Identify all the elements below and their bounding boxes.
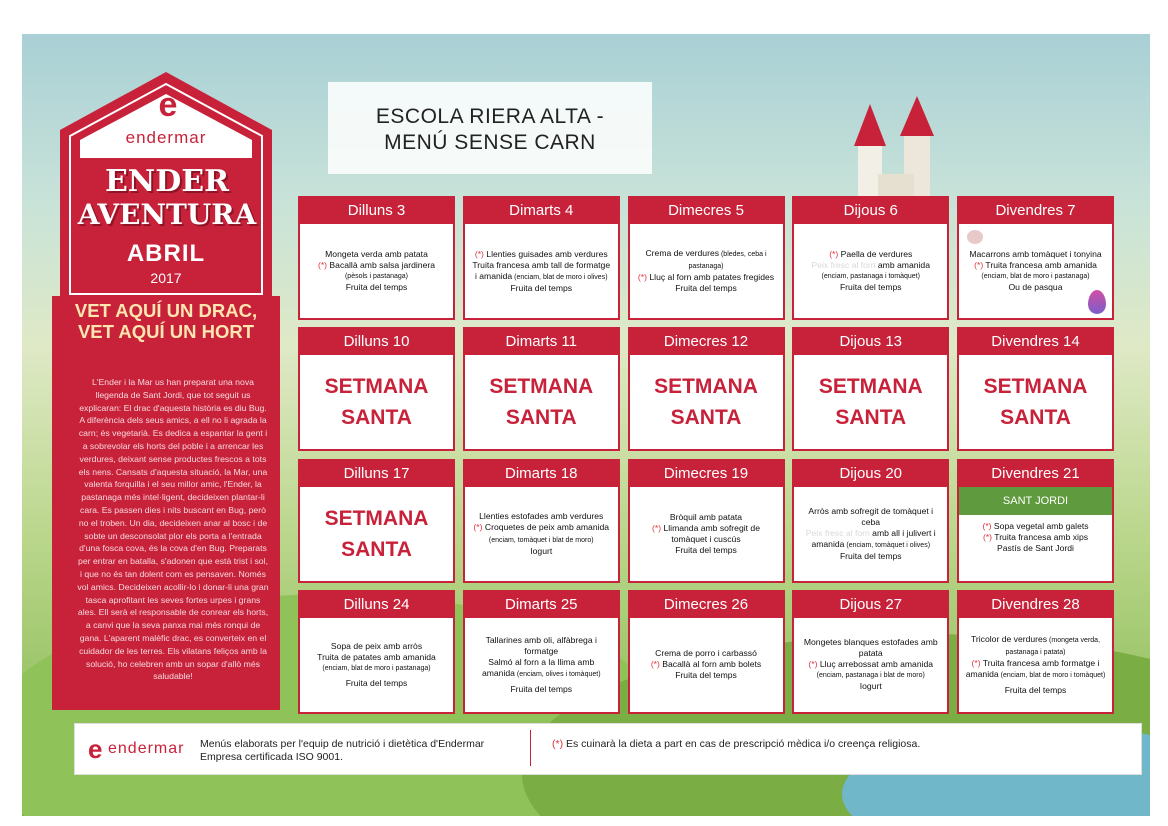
menu-line (808, 659, 933, 670)
day-cell (957, 196, 1114, 320)
day-header: Dimarts 4 (465, 198, 618, 224)
day-header: Dijous 27 (794, 592, 947, 618)
footer-logo-letter: e (88, 734, 103, 764)
menu-line (983, 532, 1088, 543)
footer-note-line: Empresa certificada ISO 9001. (200, 751, 343, 763)
title-line-1: ESCOLA RIERA ALTA - (375, 105, 605, 128)
menu-line (812, 260, 930, 271)
day-header: Divendres 14 (959, 329, 1112, 355)
menu-line (636, 523, 777, 545)
menu-line (638, 272, 774, 283)
day-menu (800, 228, 941, 314)
menu-detail: (enciam, tomàquet i blat de moro) (488, 536, 594, 544)
crossed-out-dish: Peix fresc al forn (811, 260, 876, 270)
dish: Lluç al forn amb patates fregides (647, 272, 775, 282)
menu-detail: (enciam, olives i tomàquet) (514, 670, 601, 678)
menu-line (974, 260, 1097, 271)
menu-line: Bròquil amb patata (669, 511, 743, 522)
day-menu (965, 622, 1106, 708)
footer-divider (530, 730, 531, 766)
menu-line (829, 249, 912, 260)
menu-line: Truita de patates amb amanida (317, 651, 436, 662)
holiday-line: SETMANA (324, 375, 429, 399)
menu-line: Fruita del temps (839, 282, 902, 292)
day-header: Dimarts 11 (465, 329, 618, 355)
menu-line (471, 657, 612, 680)
menu-detail: (enciam, pastanaga i blat de moro) (816, 672, 925, 680)
holiday-line: SETMANA (818, 375, 923, 399)
day-cell (792, 590, 949, 714)
day-header: Divendres 28 (959, 592, 1112, 618)
menu-detail: (bledes, ceba i pastanaga) (688, 251, 767, 270)
day-cell (628, 327, 785, 451)
day-header: Dijous 20 (794, 461, 947, 487)
menu-line: Crema de porro i carbassó (655, 648, 757, 659)
menu-line: Fruita del temps (345, 677, 408, 688)
day-cell (463, 459, 620, 583)
dish: Truita francesa amb xips (992, 531, 1089, 542)
day-header: Dilluns 24 (300, 592, 453, 618)
endermar-logo-letter: e (158, 86, 178, 124)
menu-detail: (enciam, pastanaga i tomàquet) (821, 273, 920, 280)
holiday-line: SETMANA (983, 375, 1088, 399)
menu-line: Fruita del temps (675, 670, 737, 681)
menu-line: Iogurt (859, 681, 882, 692)
dish: Bacallà al forn amb bolets (659, 659, 762, 670)
menu-line: Fruita del temps (675, 283, 737, 293)
menu-line: Fruita del temps (345, 282, 408, 292)
day-header: Dilluns 17 (300, 461, 453, 487)
holiday-line: SETMANA (654, 375, 758, 399)
day-menu (471, 491, 612, 577)
menu-line (636, 248, 777, 272)
menu-detail: (enciam, blat de moro i pastanaga) (981, 273, 1090, 280)
menu-line: Arròs amb sofregit de tomàquet i ceba (808, 505, 934, 527)
day-cell (957, 327, 1114, 451)
holiday-label (306, 491, 447, 577)
holiday-label (965, 359, 1106, 445)
holiday-label (471, 359, 612, 445)
holiday-line: SANTA (835, 406, 907, 430)
day-cell (792, 327, 949, 451)
dish: Paella de verdures (838, 249, 913, 259)
menu-line: Llenties estofades amb verdures (479, 510, 604, 521)
menu-line: Mongeta verda amb patata (325, 249, 428, 259)
month: ABRIL (126, 240, 206, 267)
menu-line (471, 522, 612, 546)
menu-detail: (mongeta verda, pastanaga i patata) (1005, 636, 1101, 656)
disclaimer-text: Es cuinarà la dieta a part en cas de prescripció mèdica i/o creença religiosa. (563, 738, 921, 750)
dish: Tricolor de verdures (970, 633, 1048, 644)
day-cell (463, 327, 620, 451)
day-header: Dijous 6 (794, 198, 947, 224)
page-title (340, 104, 640, 156)
footer-logo-name: endermar (108, 740, 185, 757)
dish: Croquetes de peix amb amanida (482, 521, 610, 532)
day-cell (628, 459, 785, 583)
menu-line: Fruita del temps (510, 683, 573, 694)
day-header: Dijous 13 (794, 329, 947, 355)
dish: Truita francesa amb formatge i amanida (965, 657, 1100, 679)
story-text: L'Ender i la Mar us han preparat una nova llegenda de Sant Jordi, que tot seguit us explicaran: El drac d'aquesta història es diu Bug. A diferència dels seus amics, a ell no li agrada la carn; és vegetarià. Es dedica a espantar la gent i a sobrevolar els horts del poble i a arrencar les verdures, deixant sense productes frescos a tots els nens. Cansats d'aquesta situació, la Mar, una valenta forquilla i el seu millor amic, l'Ender, la pastanaga més intel·ligent, decideixen plantar-li cara. Es passen dies i nits buscant en Bug, però no el troben. Un dia, decideixen anar al bosc i de sobte un desconsolat plor els porta a l'entrada d'una fosca cova, és la cova d'en Bug. Preparats per entrar en batalla, s'adonen que està trist i sol, i que no és tan dolent com es pensaven. Només vol amics. Decideixen acollir-lo i donar-li una gran tasca aprofitant les seves fortes urpes i grans ales. Ell serà el responsable de conrear els horts, a canvi que la seva panxa mai més ronqui de gana. L'aparent malèfic drac, es converteix en el cuidador de les terres. Els vilatans feliços amb la solució, ho celebren amb un sopar d'allò més saludable! (77, 377, 269, 682)
title-line-2: MENÚ SENSE CARN (384, 131, 596, 154)
holiday-label (306, 359, 447, 445)
asterisk: (*) (317, 260, 328, 270)
day-menu (306, 228, 447, 314)
holiday-line: SANTA (341, 406, 412, 430)
holiday-label (636, 359, 777, 445)
menu-line: Fruita del temps (675, 544, 737, 555)
holiday-line: SETMANA (324, 506, 429, 530)
asterisk: (*) (982, 531, 993, 542)
day-header: Divendres 7 (959, 198, 1112, 224)
day-cell (463, 196, 620, 320)
day-cell (298, 327, 455, 451)
day-cell (463, 590, 620, 714)
asterisk: (*) (473, 521, 483, 532)
menu-detail: (enciam, blat de moro i olives) (512, 273, 608, 281)
menu-line: Fruita del temps (839, 550, 902, 561)
asterisk: (*) (829, 249, 839, 259)
menu-detail: (enciam, blat de moro i pastanaga) (322, 664, 431, 672)
menu-line (965, 658, 1106, 681)
year: 2017 (150, 270, 182, 286)
menu-line: Fruita del temps (510, 282, 573, 293)
day-header: Dimecres 5 (630, 198, 783, 224)
day-cell (298, 459, 455, 583)
dish: Llimanda amb sofregit de tomàquet i cuscús (661, 522, 760, 544)
day-header: Dilluns 3 (300, 198, 453, 224)
day-header: Dimecres 12 (630, 329, 783, 355)
day-header: Dimarts 18 (465, 461, 618, 487)
menu-line: Pastís de Sant Jordi (997, 542, 1074, 553)
menu-line (475, 249, 608, 260)
asterisk: (*) (974, 260, 984, 270)
holiday-line: SANTA (341, 537, 412, 561)
dish: amb amanida (875, 260, 930, 270)
menu-detail: (enciam, blat de moro i tomàquet) (998, 671, 1106, 679)
day-header: Divendres 21 (959, 461, 1112, 487)
crossed-out-dish: Peix fresc al forn (805, 527, 870, 538)
day-menu (965, 228, 1106, 314)
day-cell (957, 459, 1114, 583)
menu-detail: (pèsols i pastanaga) (344, 273, 409, 280)
day-menu (306, 622, 447, 708)
day-cell (957, 590, 1114, 714)
holiday-line: SANTA (670, 406, 742, 430)
dish: Bacallà amb salsa jardinera (327, 260, 436, 270)
footer-note (200, 738, 484, 764)
asterisk: (*) (637, 272, 647, 282)
menu-line: Mongetes blanques estofades amb patata (803, 637, 938, 659)
day-cell (628, 196, 785, 320)
day-menu (800, 622, 941, 708)
menu-line (800, 528, 941, 551)
asterisk: (*) (650, 659, 660, 670)
dish: Sopa vegetal amb galets (991, 520, 1089, 531)
menu-line: Sopa de peix amb arròs (330, 640, 423, 651)
day-menu (471, 228, 612, 314)
day-cell (298, 196, 455, 320)
menu-line (982, 521, 1088, 532)
asterisk: (*) (808, 659, 818, 670)
endermar-logo-name: endermar (125, 128, 207, 147)
title-ender: ENDER (104, 164, 230, 199)
day-header: Dimecres 26 (630, 592, 783, 618)
menu-line (318, 260, 435, 271)
day-menu (636, 228, 777, 314)
menu-grid (298, 196, 1118, 714)
dish: Truita francesa amb amanida (983, 260, 1097, 270)
asterisk: (*) (982, 520, 992, 531)
dish: Lluç arrebossat amb amanida (817, 659, 934, 670)
day-cell (792, 459, 949, 583)
day-menu (471, 622, 612, 708)
dish: Salmó al forn a la llima amb amanida (481, 656, 595, 678)
menu-line: Fruita del temps (1004, 684, 1067, 695)
asterisk: (*) (552, 738, 564, 750)
dish: Llenties guisades amb verdures (483, 248, 608, 259)
day-header: Dilluns 10 (300, 329, 453, 355)
asterisk: (*) (971, 657, 981, 668)
menu-line: Tallarines amb oli, alfàbrega i formatge (485, 634, 597, 656)
menu-line (471, 260, 612, 283)
menu-line: Macarrons amb tomàquet i tonyina (969, 249, 1102, 259)
footer-disclaimer (552, 738, 920, 750)
holiday-label (800, 359, 941, 445)
menu-line: Iogurt (530, 545, 553, 556)
dish: amb all i julivert i amanida (811, 527, 936, 549)
sant-jordi-banner: SANT JORDI (958, 487, 1113, 515)
asterisk: (*) (652, 522, 662, 533)
day-menu (800, 491, 941, 577)
day-header: Dimarts 25 (465, 592, 618, 618)
day-menu (636, 491, 777, 577)
title-aventura: AVENTURA (77, 198, 257, 231)
holiday-line: SETMANA (489, 375, 594, 399)
holiday-line: SANTA (1000, 406, 1071, 430)
holiday-line: SANTA (505, 406, 577, 430)
day-cell (298, 590, 455, 714)
menu-line: Ou de pasqua (1008, 282, 1063, 292)
easter-egg-icon (1088, 290, 1106, 314)
asterisk: (*) (474, 248, 484, 259)
menu-detail: (enciam, tomàquet i olives) (844, 541, 931, 549)
menu-line (651, 659, 761, 670)
dish: Crema de verdures (645, 248, 720, 258)
story-title: VET AQUÍ UN DRAC, VET AQUÍ UN HORT (74, 300, 258, 342)
menu-line (965, 634, 1106, 658)
day-cell (792, 196, 949, 320)
day-menu (965, 487, 1106, 577)
day-cell (628, 590, 785, 714)
footer-note-line: Menús elaborats per l'equip de nutrició i dietètica d'Endermar (200, 738, 485, 750)
dish: Truita francesa amb tall de formatge i amanida (472, 259, 611, 281)
day-menu (636, 622, 777, 708)
day-header: Dimecres 19 (630, 461, 783, 487)
